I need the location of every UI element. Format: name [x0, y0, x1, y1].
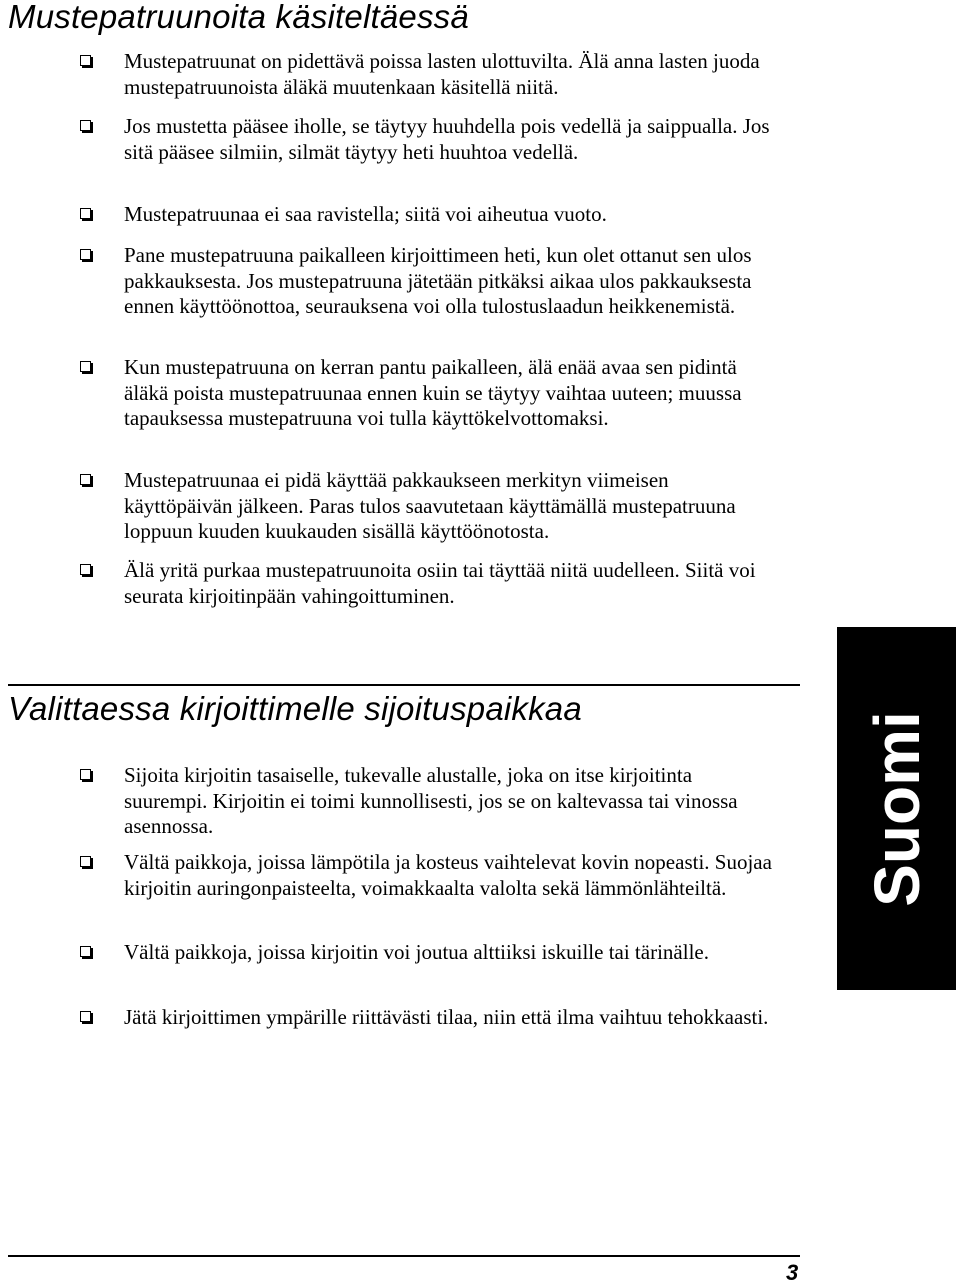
- checkbox-bullet-icon: [80, 361, 91, 372]
- list-item: Vältä paikkoja, joissa kirjoitin voi joutua alttiiksi iskuille tai tärinälle.: [80, 940, 780, 966]
- section-heading-ink-cartridges: Mustepatruunoita käsiteltäessä: [8, 0, 469, 35]
- page-number: 3: [786, 1260, 799, 1285]
- checkbox-bullet-icon: [80, 564, 91, 575]
- checkbox-bullet-icon: [80, 208, 91, 219]
- footer-divider: [8, 1255, 800, 1257]
- list-item: Kun mustepatruuna on kerran pantu paikalleen, älä enää avaa sen pidintä äläkä poista mustepatruunaa ennen kuin se täytyy vaihtaa uuteen; muussa tapauksessa mustepatruuna voi tulla käyttökelvottomaksi.: [80, 355, 780, 432]
- checkbox-bullet-icon: [80, 1011, 91, 1022]
- checkbox-bullet-icon: [80, 856, 91, 867]
- list-item: Jos mustetta pääsee iholle, se täytyy huuhdella pois vedellä ja saippualla. Jos sitä pääsee silmiin, silmät täytyy heti huuhtoa vedellä.: [80, 114, 780, 165]
- checkbox-bullet-icon: [80, 249, 91, 260]
- language-side-tab: [837, 627, 956, 990]
- list-item: Sijoita kirjoitin tasaiselle, tukevalle alustalle, joka on itse kirjoitinta suurempi. Kirjoitin ei toimi kunnollisesti, jos se on kaltevassa tai vinossa asennossa.: [80, 763, 780, 840]
- checkbox-bullet-icon: [80, 474, 91, 485]
- list-item: Älä yritä purkaa mustepatruunoita osiin tai täyttää niitä uudelleen. Siitä voi seurata kirjoitinpään vahingoittuminen.: [80, 558, 780, 609]
- list-item: Vältä paikkoja, joissa lämpötila ja kosteus vaihtelevat kovin nopeasti. Suojaa kirjoitin auringonpaisteelta, voimakkaalta valolta sekä lämmönlähteiltä.: [80, 850, 780, 901]
- list-item: Mustepatruunaa ei pidä käyttää pakkaukseen merkityn viimeisen käyttöpäivän jälkeen. Paras tulos saavutetaan käyttämällä mustepatruuna loppuun kuuden kuukauden sisällä käyttöönotosta.: [80, 468, 780, 545]
- list-item: Pane mustepatruuna paikalleen kirjoittimeen heti, kun olet ottanut sen ulos pakkauksesta. Jos mustepatruuna jätetään pitkäksi aikaa ulos pakkauksesta ennen käyttöönottoa, seurauksena voi olla tulostuslaadun heikkenemistä.: [80, 243, 780, 320]
- language-tab-label: Suomi: [860, 710, 933, 907]
- checkbox-bullet-icon: [80, 55, 91, 66]
- checkbox-bullet-icon: [80, 946, 91, 957]
- section-heading-printer-location: Valittaessa kirjoittimelle sijoituspaikkaa: [8, 690, 582, 727]
- checkbox-bullet-icon: [80, 769, 91, 780]
- checkbox-bullet-icon: [80, 120, 91, 131]
- list-item: Jätä kirjoittimen ympärille riittävästi tilaa, niin että ilma vaihtuu tehokkaasti.: [80, 1005, 780, 1031]
- section-divider: [8, 684, 800, 686]
- list-item: Mustepatruunaa ei saa ravistella; siitä voi aiheutua vuoto.: [80, 202, 780, 228]
- list-item: Mustepatruunat on pidettävä poissa lasten ulottuvilta. Älä anna lasten juoda mustepatruunoista äläkä muutenkaan käsitellä niitä.: [80, 49, 780, 100]
